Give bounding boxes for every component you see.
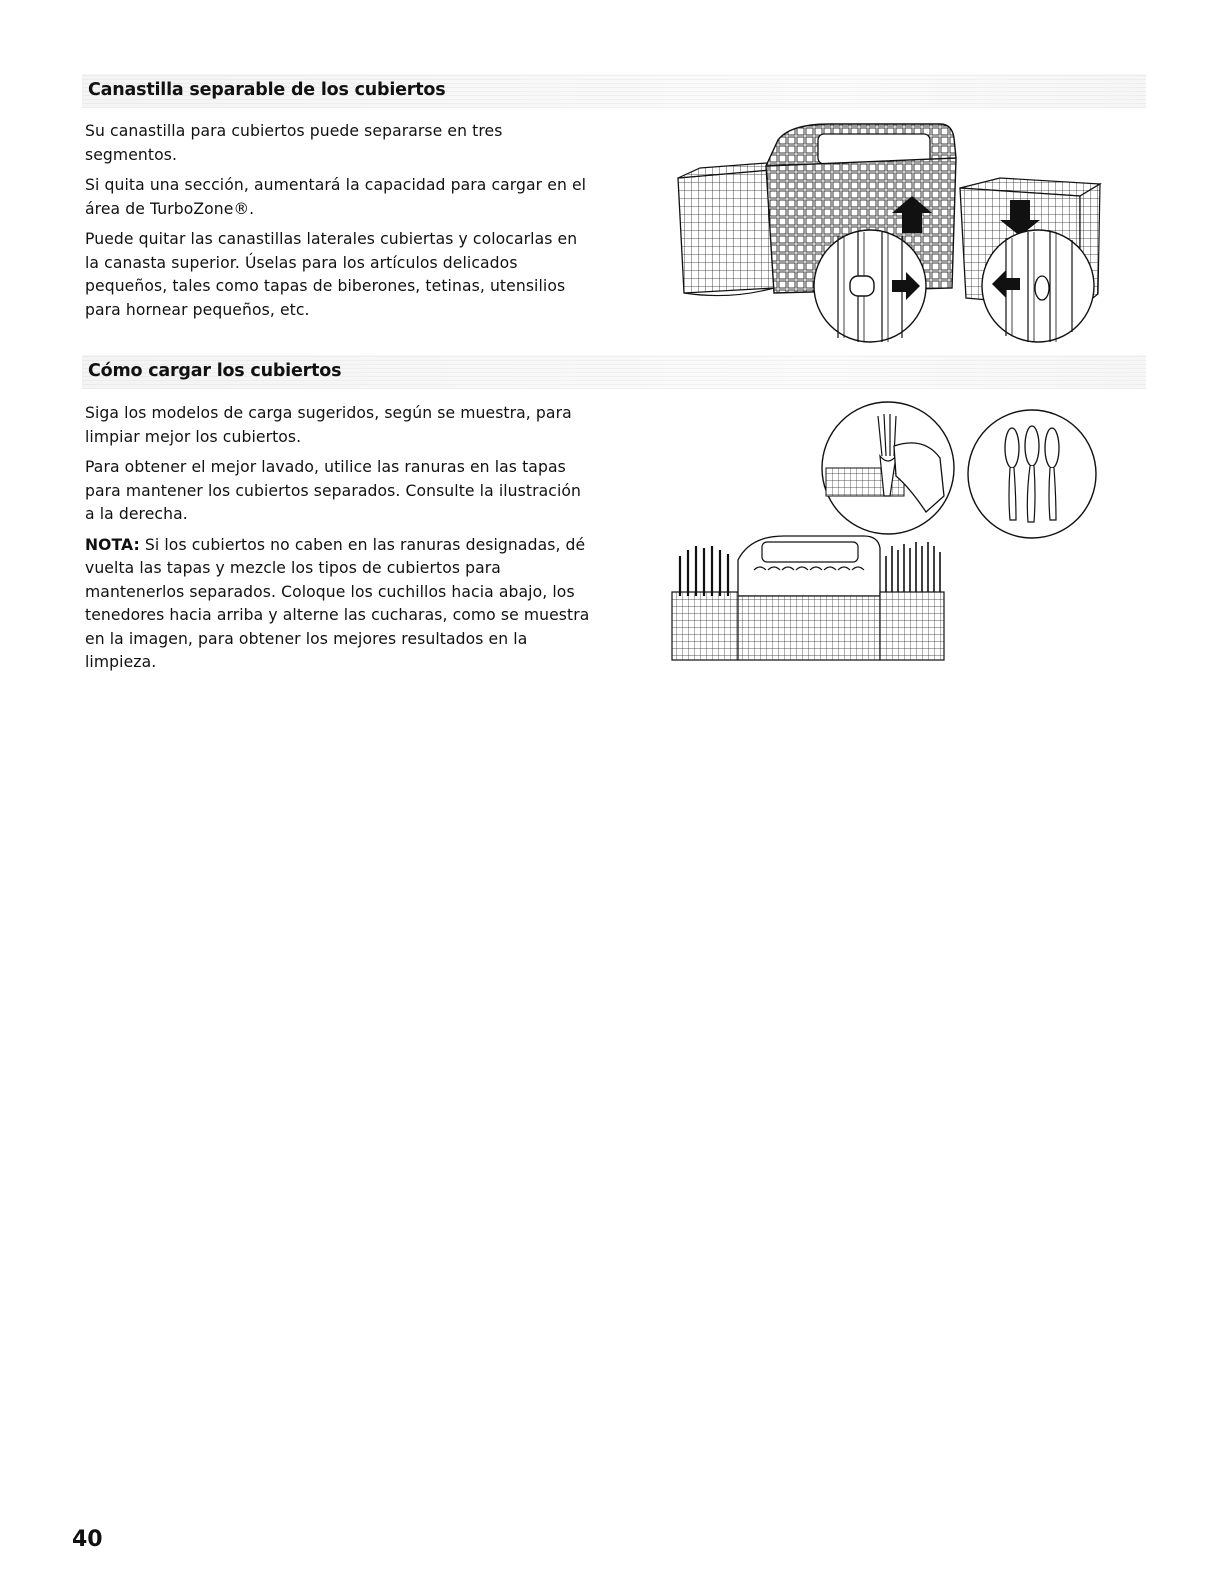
left-basket [678, 162, 780, 296]
paragraph: Siga los modelos de carga sugeridos, según se muestra, para limpiar mejor los cubiertos. [85, 404, 572, 446]
section-header-band [82, 355, 1146, 389]
section-body [85, 120, 595, 329]
paragraph: Puede quitar las canastillas laterales cubiertas y colocarlas en la canasta superior. Úselas para los artículos delicados pequeños, tales como tapas de biberones, tetinas, utensilios para hornear pequeños, etc. [85, 230, 578, 319]
note-label: NOTA: [85, 535, 140, 554]
detail-circle-left [814, 230, 926, 342]
fork-in-slot-icon [822, 402, 954, 534]
section-title: Cómo cargar los cubiertos [88, 361, 342, 381]
detail-circle-right [982, 230, 1094, 342]
note-text: Si los cubiertos no caben en las ranuras designadas, dé vuelta las tapas y mezcle los tipos de cubiertos para mantenerlos separados. Coloque los cuchillos hacia abajo, los tenedores hacia arriba y alterne las cucharas, como se muestra en la imagen, para obtener los mejores resultados en la limpieza. [85, 535, 590, 671]
paragraph: Su canastilla para cubiertos puede separarse en tres segmentos. [85, 122, 503, 164]
cutlery-loading-illustration [664, 396, 1104, 668]
spoons-icon [968, 410, 1096, 538]
section-body [85, 402, 595, 682]
section-title: Canastilla separable de los cubiertos [88, 80, 446, 100]
page-number: 40 [72, 1527, 103, 1552]
paragraph: Si quita una sección, aumentará la capacidad para cargar en el área de TurboZone®. [85, 176, 587, 218]
basket-separation-illustration [670, 118, 1110, 360]
loaded-basket [672, 536, 944, 660]
section-header-band [82, 74, 1146, 108]
paragraph: Para obtener el mejor lavado, utilice las ranuras en las tapas para mantener los cubiertos separados. Consulte la ilustración a la derecha. [85, 458, 582, 523]
note-paragraph [85, 534, 595, 675]
